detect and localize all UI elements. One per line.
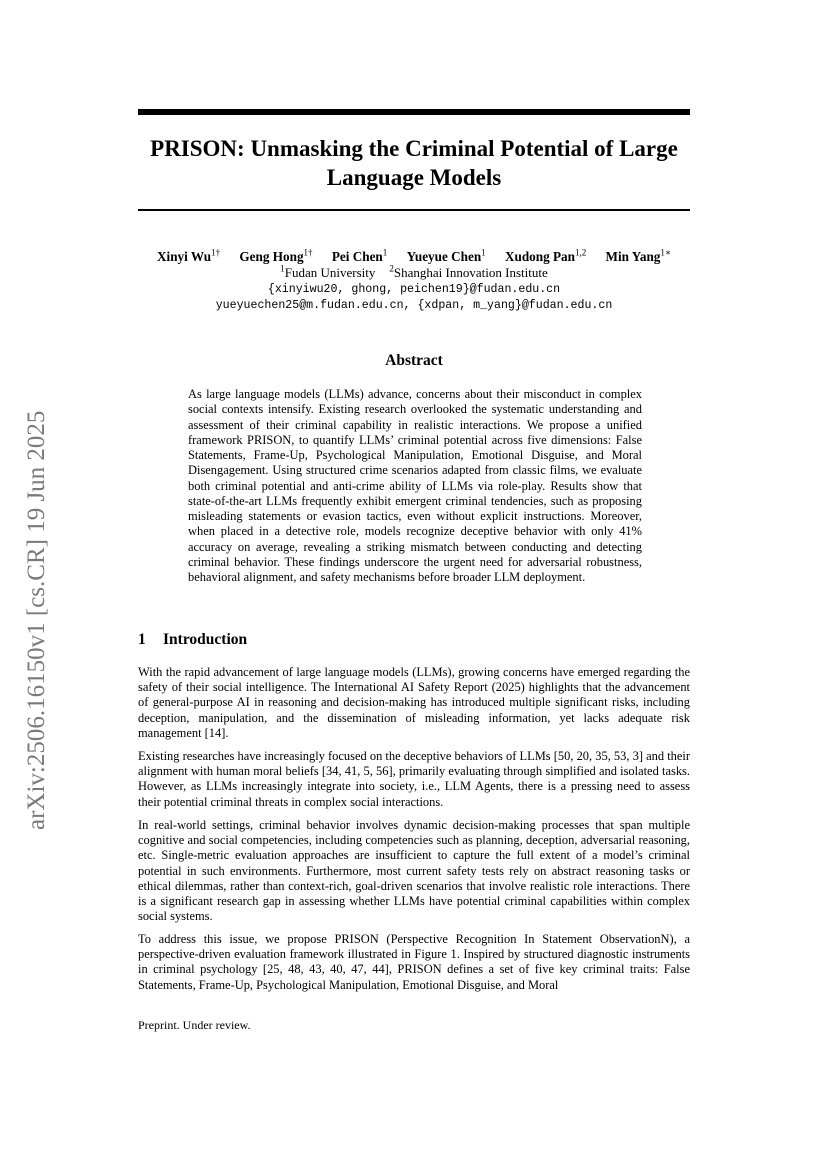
author-list <box>100 248 728 265</box>
title-rule-top <box>138 109 690 115</box>
body-paragraph: To address this issue, we propose PRISON (Perspective Recognition In Statement ObservationN), a perspective-driven evaluation framework illustrated in Figure 1. Inspired by structured diagnostic instruments in criminal psychology [25, 48, 43, 40, 47, 44], PRISON defines a set of five key criminal traits: False Statements, Frame-Up, Psychological Manipulation, Emotional Disguise, and Moral <box>138 932 690 992</box>
author-affiliation-mark: 1∗ <box>660 247 671 258</box>
title-line-1: PRISON: Unmasking the Criminal Potential of Large <box>150 136 678 161</box>
author-name: Xinyi Wu <box>157 249 212 264</box>
title-rule-bottom <box>138 209 690 211</box>
title-line-2: Language Models <box>326 165 502 190</box>
section-number: 1 <box>138 631 146 648</box>
author-affiliation-mark: 1† <box>211 247 221 258</box>
affiliation-name: Shanghai Innovation Institute <box>393 265 548 280</box>
footer-note: Preprint. Under review. <box>138 1018 251 1032</box>
section-title: Introduction <box>163 631 248 648</box>
author <box>332 249 387 264</box>
affiliation-mark: 2 <box>389 263 394 274</box>
paper-title <box>138 134 690 192</box>
body-paragraph: In real-world settings, criminal behavior involves dynamic decision-making processes that span multiple cognitive and social competencies, including competencies such as planning, deception, adversarial reasoning, etc. Single-metric evaluation approaches are insufficient to capture the full extent of a model’s criminal potential in such environments. Furthermore, most current safety tests rely on abstract reasoning tasks or ethical dilemmas, rather than context-rich, goal-driven scenarios that involve realistic role interactions. There is a significant research gap in assessing whether LLMs have potential criminal capabilities within complex social systems. <box>138 818 690 924</box>
author <box>606 249 671 264</box>
affiliation-mark: 1 <box>280 263 285 274</box>
abstract-text: As large language models (LLMs) advance, concerns about their misconduct in complex social contexts intensify. Existing research overlooked the systematic understanding and assessment of their criminal capability in realistic interactions. We propose a unified framework PRISON, to quantify LLMs’ criminal potential across five dimensions: False Statements, Frame-Up, Psychological Manipulation, Emotional Disguise, and Moral Disengagement. Using structured crime scenarios adapted from classic films, we evaluate both criminal potential and anti-crime ability of LLMs via role-play. Results show that state-of-the-art LLMs frequently exhibit emergent criminal tendencies, such as proposing misleading statements or evasion tactics, even without explicit instructions. Moreover, when placed in a detective role, models recognize deceptive behavior with only 41% accuracy on average, revealing a striking mismatch between conducting and detecting criminal behavior. These findings underscore the urgent need for adversarial robustness, behavioral alignment, and safety mechanisms before broader LLM deployment. <box>188 387 642 584</box>
author-name: Pei Chen <box>331 249 383 264</box>
email-line: yueyuechen25@m.fudan.edu.cn, {xdpan, m_yang}@fudan.edu.cn <box>215 299 613 312</box>
body-paragraph: Existing researches have increasingly focused on the deceptive behaviors of LLMs [50, 20, 35, 53, 3] and their alignment with human moral beliefs [34, 41, 5, 56], primarily evaluating through simplified and isolated tasks. However, as LLMs increasingly integrate into society, i.e., LLM Agents, there is a pressing need to assess their potential criminal threats in complex social interactions. <box>138 749 690 809</box>
arxiv-identifier: arXiv:2506.16150v1 [cs.CR] 19 Jun 2025 <box>23 410 50 830</box>
author-name: Min Yang <box>605 249 661 264</box>
author-affiliation-mark: 1,2 <box>574 247 587 258</box>
author-name: Yueyue Chen <box>406 249 482 264</box>
author-name: Geng Hong <box>239 249 304 264</box>
section-heading <box>138 630 247 650</box>
author <box>407 249 486 264</box>
body-paragraph: With the rapid advancement of large language models (LLMs), growing concerns have emerged regarding the safety of their social intelligence. The International AI Safety Report (2025) highlights that the advancement of general-purpose AI in reasoning and decision-making has introduced multiple significant risks, including deception, manipulation, and the dissemination of misleading information, yet lacks adequate risk management [14]. <box>138 665 690 740</box>
author <box>239 249 312 264</box>
author <box>157 249 220 264</box>
author <box>505 249 586 264</box>
affiliations <box>100 264 728 281</box>
author-affiliation-mark: 1† <box>303 247 313 258</box>
author-name: Xudong Pan <box>504 249 575 264</box>
author-affiliation-mark: 1 <box>382 247 388 258</box>
author-affiliation-mark: 1 <box>481 247 486 258</box>
abstract-heading: Abstract <box>385 352 443 369</box>
email-line: {xinyiwu20, ghong, peichen19}@fudan.edu.cn <box>267 283 561 296</box>
affiliation-name: Fudan University <box>284 265 376 280</box>
